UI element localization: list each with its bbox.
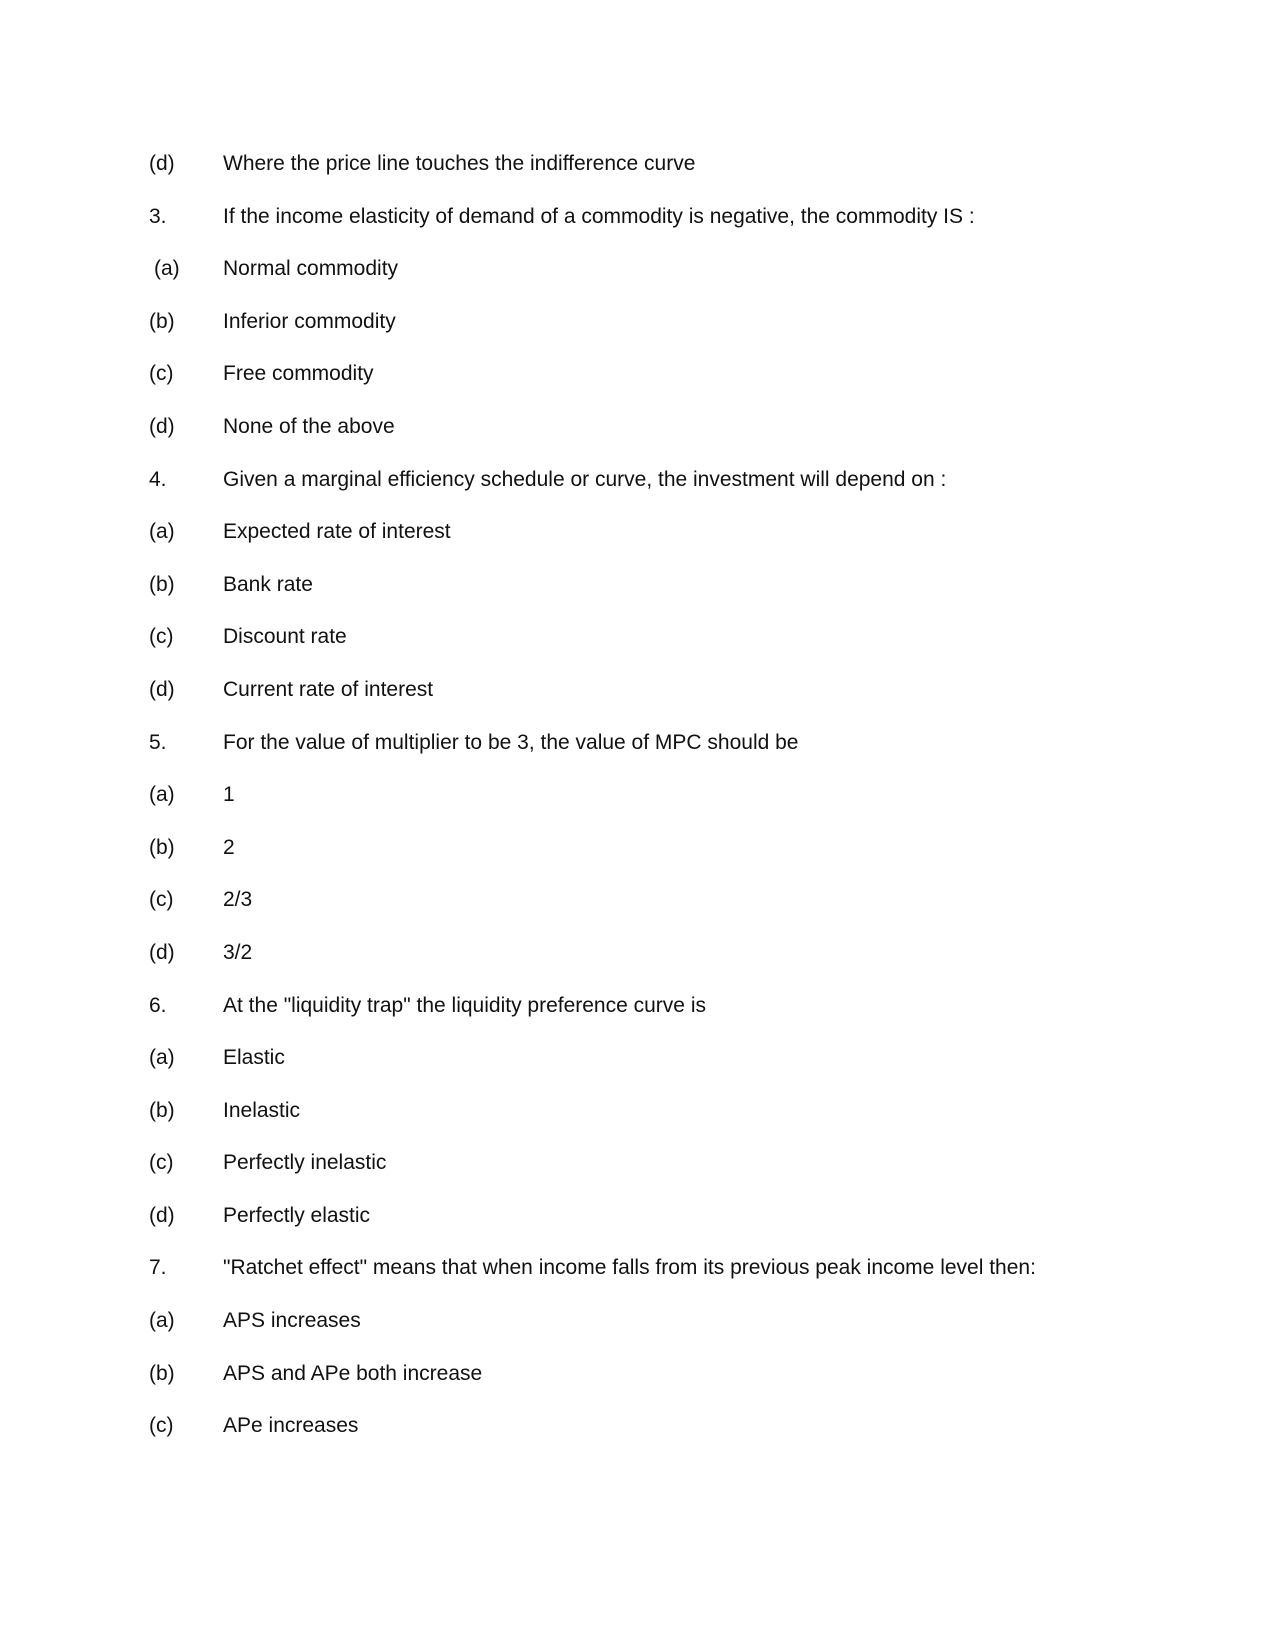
question-text: Given a marginal efficiency schedule or curve, the investment will depend on : <box>223 467 947 491</box>
option-text: Normal commodity <box>223 257 399 281</box>
option-line <box>0 297 1275 350</box>
question-number: 4. <box>149 467 167 491</box>
question-line <box>0 1243 1275 1296</box>
option-label: (a) <box>154 257 180 281</box>
option-text: Expected rate of interest <box>223 520 451 544</box>
option-line <box>0 875 1275 928</box>
question-number: 6. <box>149 993 167 1017</box>
option-label: (b) <box>149 1098 175 1122</box>
option-text: Free commodity <box>223 362 374 386</box>
option-label: (b) <box>149 835 175 859</box>
option-line <box>0 1296 1275 1349</box>
option-text: Where the price line touches the indifference curve <box>223 152 696 175</box>
question-text: If the income elasticity of demand of a commodity is negative, the commodity IS : <box>223 204 975 228</box>
option-line <box>0 612 1275 665</box>
option-label: (c) <box>149 1414 174 1438</box>
option-line <box>0 139 1275 192</box>
question-number: 5. <box>149 730 167 754</box>
option-label: (c) <box>149 625 174 649</box>
option-line <box>0 507 1275 560</box>
option-text: Inferior commodity <box>223 309 396 333</box>
option-text: Inelastic <box>223 1098 301 1122</box>
option-line <box>0 928 1275 981</box>
option-line <box>0 1349 1275 1402</box>
option-line <box>0 1191 1275 1244</box>
option-label: (b) <box>149 572 175 596</box>
option-text: Current rate of interest <box>223 677 434 701</box>
option-label: (d) <box>149 1203 175 1227</box>
question-line <box>0 455 1275 508</box>
option-text: 2/3 <box>223 888 253 912</box>
option-text: None of the above <box>223 414 395 438</box>
option-label: (a) <box>149 1046 175 1070</box>
option-line <box>0 1033 1275 1086</box>
option-label: (d) <box>149 677 175 701</box>
option-label: (d) <box>149 152 175 175</box>
option-text: APS increases <box>223 1309 361 1333</box>
question-list <box>0 139 1275 1454</box>
option-text: APe increases <box>223 1414 359 1438</box>
option-line <box>0 823 1275 876</box>
option-text: 2 <box>223 835 235 859</box>
option-text: Perfectly elastic <box>223 1203 371 1227</box>
question-line <box>0 192 1275 245</box>
option-label: (c) <box>149 888 174 912</box>
option-label: (b) <box>149 1361 175 1385</box>
option-text: 3/2 <box>223 940 253 964</box>
option-label: (a) <box>149 520 175 544</box>
option-line <box>0 402 1275 455</box>
option-label: (c) <box>149 362 174 386</box>
option-label: (a) <box>149 783 175 807</box>
option-text: Elastic <box>223 1046 285 1070</box>
option-text: APS and APe both increase <box>223 1361 483 1385</box>
option-text: Perfectly inelastic <box>223 1151 387 1175</box>
option-line <box>0 560 1275 613</box>
option-label: (a) <box>149 1309 175 1333</box>
option-line <box>0 244 1275 297</box>
question-line <box>0 981 1275 1034</box>
option-line <box>0 349 1275 402</box>
option-text: Discount rate <box>223 625 347 649</box>
option-text: 1 <box>223 783 235 807</box>
option-label: (c) <box>149 1151 174 1175</box>
option-line <box>0 665 1275 718</box>
option-label: (d) <box>149 414 175 438</box>
option-line <box>0 1401 1275 1454</box>
question-text: At the "liquidity trap" the liquidity preference curve is <box>223 993 706 1017</box>
option-label: (d) <box>149 940 175 964</box>
option-line <box>0 770 1275 823</box>
option-text: Bank rate <box>223 572 313 596</box>
question-number: 7. <box>149 1256 167 1280</box>
option-line <box>0 1086 1275 1139</box>
question-text: "Ratchet effect" means that when income falls from its previous peak income level then: <box>223 1256 1036 1280</box>
question-number: 3. <box>149 204 167 228</box>
question-text: For the value of multiplier to be 3, the value of MPC should be <box>223 730 799 754</box>
option-label: (b) <box>149 309 175 333</box>
option-line <box>0 1138 1275 1191</box>
question-line <box>0 718 1275 771</box>
